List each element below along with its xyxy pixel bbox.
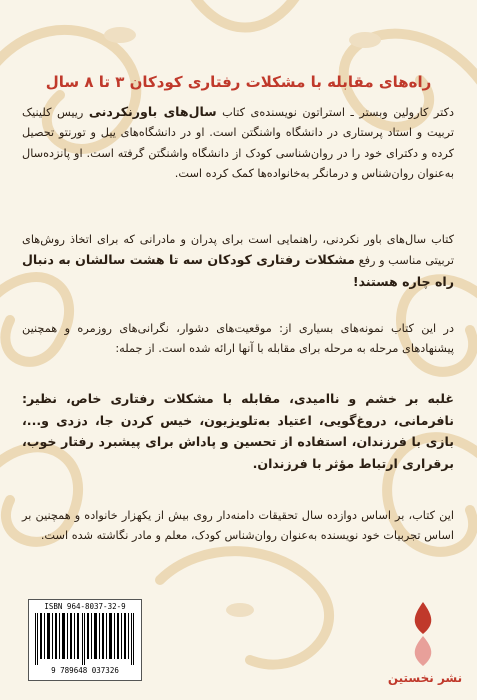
research-basis: این کتاب، بر اساس دوازده سال تحقیقات دامنه‌دار روی بیش از یکهزار خانواده و همچنین بر اساس تجربیات خود نویسنده به‌عنوان روان‌شناس کودک، معلم و مادر نگاشته شده است. bbox=[22, 509, 454, 543]
summary-highlight: مشکلات رفتاری کودکان bbox=[207, 252, 355, 268]
topics-list: غلبه بر خشم و ناامیدی، مقابله با مشکلات رفتاری خاص، نظیر: نافرمانی، دروغ‌گویی، اعتیاد به‌تلویزیون، خیس کردن جا، دزدی و...، بازی با فرزندان، استفاده از تحسین و پاداش برای پیشبرد رفتار خوب، برقراری ارتباط مؤثر با فرزندان. bbox=[22, 391, 454, 471]
barcode-digits: 9 789648 037326 bbox=[51, 666, 119, 675]
book-title-inline: سال‌های باورنکردنی bbox=[88, 104, 217, 119]
publisher-logo bbox=[407, 600, 439, 668]
bio-text-end: رییس کلینیک تربیت و استاد پرستاری در دانشگاه واشنگتن است. او در دانشگاه‌های ییل و تورنتو تحصیل کرده و دکترای خود را در روان‌شناسی کودک از دانشگاه واشنگتن گرفته است. او پانزده‌سال به‌عنوان روان‌شناس و درمانگر به‌خانواده‌ها کمک کرده است. bbox=[22, 106, 454, 180]
summary-text-end: سه تا هشت سالشان به دنبال راه چاره هستند! bbox=[22, 252, 454, 289]
barcode-box bbox=[28, 599, 142, 681]
examples-intro: در این کتاب نمونه‌های بسیاری از: موقعیت‌های دشوار، نگرانی‌های روزمره و همچنین پیشنهادهای مرحله به مرحله برای مقابله با آنها ارائه شده است. از جمله: bbox=[22, 322, 454, 356]
author-bio bbox=[22, 102, 454, 184]
publisher-name: نشر نخستین bbox=[387, 671, 463, 685]
isbn-label: ISBN 964-8037-32-9 bbox=[44, 602, 126, 611]
book-summary bbox=[22, 230, 454, 293]
barcode-bars bbox=[33, 613, 137, 665]
bio-text-start: دکتر کارولین وبستر ـ استراتون نویسنده‌ی کتاب bbox=[216, 106, 454, 119]
cover-title: راه‌های مقابله با مشکلات رفتاری کودکان ۳ تا ۸ سال bbox=[45, 73, 432, 91]
summary-text-start: کتاب سال‌های باور نکردنی، راهنمایی است برای پدران و مادرانی که برای اتخاذ روش‌های تربیتی مناسب و رفع bbox=[22, 233, 454, 268]
